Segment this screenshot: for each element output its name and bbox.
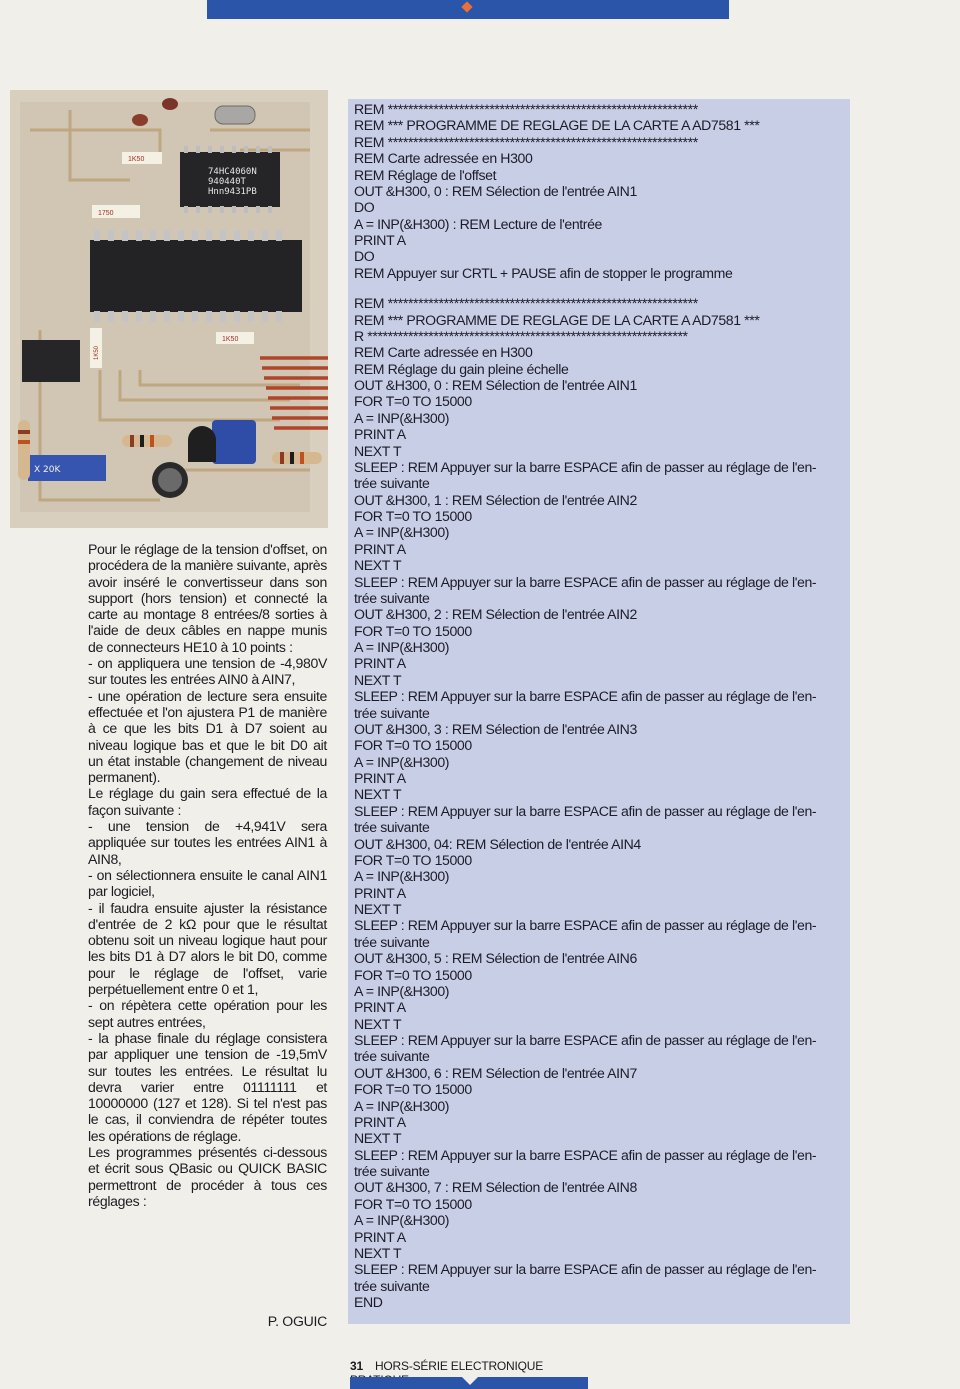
code-line: OUT &H300, 1 : REM Sélection de l'entrée AIN2 xyxy=(354,491,637,508)
code-line: NEXT T xyxy=(354,786,402,803)
code-line: A = INP(&H300) : REM Lecture de l'entrée xyxy=(354,215,602,232)
code-line: REM *** PROGRAMME DE REGLAGE DE LA CARTE A AD7581 *** xyxy=(354,117,760,134)
code-line: R *************************************************************** xyxy=(354,327,688,344)
author-name: P. OGUIC xyxy=(267,1313,327,1329)
code-line: SLEEP : REM Appuyer sur la barre ESPACE afin de passer au réglage de l'en- xyxy=(354,1032,817,1048)
code-line: trée suivante xyxy=(354,704,430,721)
code-line: NEXT T xyxy=(354,557,402,574)
code-line: A = INP(&H300) xyxy=(354,1097,450,1114)
code-line: PRINT A xyxy=(354,884,406,901)
program-gain xyxy=(354,295,848,1310)
resistor-label-2: 1750 xyxy=(98,210,114,217)
code-line: FOR T=0 TO 15000 xyxy=(354,393,472,410)
paragraph: - on appliquera une tension de -4,980V sur toutes les entrées AIN0 à AIN7, xyxy=(88,655,327,688)
code-line: FOR T=0 TO 15000 xyxy=(354,508,472,524)
code-line: A = INP(&H300) xyxy=(354,1212,450,1229)
chip-label-3: Hnn9431PB xyxy=(208,187,257,197)
program-offset xyxy=(354,101,848,281)
code-line: PRINT A xyxy=(354,1228,406,1245)
code-line: REM Carte adressée en H300 xyxy=(354,150,533,167)
resistor-label-3: 1K50 xyxy=(222,336,239,343)
code-line: NEXT T xyxy=(354,1244,402,1261)
code-line: A = INP(&H300) xyxy=(354,409,450,426)
code-line: OUT &H300, 2 : REM Sélection de l'entrée AIN2 xyxy=(354,606,637,623)
code-line: REM ************************************************************* xyxy=(354,295,698,312)
code-line: FOR T=0 TO 15000 xyxy=(354,1195,472,1212)
code-line: OUT &H300, 04: REM Sélection de l'entrée AIN4 xyxy=(354,835,641,852)
paragraph: - une opération de lecture sera ensuite effectuée et l'on ajustera P1 de manière à ce que les bits D1 à D7 soient au niveau logique bas et que le bit D0 ait un état instable (changement de niveau permanent). xyxy=(88,687,327,786)
code-line: NEXT T xyxy=(354,1130,402,1147)
resistor-label-1: 1K50 xyxy=(128,156,145,163)
code-line: SLEEP : REM Appuyer sur la barre ESPACE afin de passer au réglage de l'en- xyxy=(354,917,817,934)
code-line: trée suivante xyxy=(354,1277,430,1294)
code-line: trée suivante xyxy=(354,589,430,606)
code-line: OUT &H300, 0 : REM Sélection de l'entrée AIN1 xyxy=(354,377,637,393)
code-line: END xyxy=(354,1294,383,1310)
code-line: A = INP(&H300) xyxy=(354,639,450,655)
code-line: A = INP(&H300) xyxy=(354,868,450,885)
chip-label-1: 74HC4060N xyxy=(208,167,257,177)
code-line: PRINT A xyxy=(354,426,406,443)
code-line: SLEEP : REM Appuyer sur la barre ESPACE afin de passer au réglage de l'en- xyxy=(354,1146,817,1163)
paragraph: Pour le réglage de la tension d'offset, on procédera de la manière suivante, après avoir inséré le convertisseur dans son support (hors tension) et connecté la carte au montage 8 entrées/8 sorties à l'aide de deux câbles en nappe munis de connecteurs HE10 à 10 points : xyxy=(88,541,327,655)
resistor-label-4: 1K50 xyxy=(94,345,100,360)
code-line: REM *** PROGRAMME DE REGLAGE DE LA CARTE A AD7581 *** xyxy=(354,311,760,328)
code-line: REM ************************************************************* xyxy=(354,133,698,150)
code-line: A = INP(&H300) xyxy=(354,753,450,770)
code-line: FOR T=0 TO 15000 xyxy=(354,1081,472,1098)
page-footer xyxy=(350,1359,588,1376)
code-line: FOR T=0 TO 15000 xyxy=(354,737,472,754)
bottom-notch-icon xyxy=(460,1375,480,1385)
code-line: PRINT A xyxy=(354,232,406,248)
code-line: trée suivante xyxy=(354,933,430,950)
code-line: trée suivante xyxy=(354,1163,430,1179)
code-line: FOR T=0 TO 15000 xyxy=(354,622,472,639)
paragraph: - on répètera cette opération pour les sept autres entrées, xyxy=(88,997,327,1030)
code-line: A = INP(&H300) xyxy=(354,524,450,541)
code-line: trée suivante xyxy=(354,475,430,492)
code-line: OUT &H300, 3 : REM Sélection de l'entrée AIN3 xyxy=(354,720,637,737)
trimmer-label: X 20K xyxy=(34,465,61,475)
code-line: NEXT T xyxy=(354,671,402,688)
code-line: PRINT A xyxy=(354,540,406,557)
code-line: FOR T=0 TO 15000 xyxy=(354,966,472,983)
code-line: OUT &H300, 6 : REM Sélection de l'entrée AIN7 xyxy=(354,1064,637,1081)
code-line: PRINT A xyxy=(354,655,406,672)
page-number: 31 xyxy=(350,1359,363,1373)
code-line: NEXT T xyxy=(354,1015,402,1032)
paragraph: - il faudra ensuite ajuster la résistance d'entrée de 2 kΩ pour que le résultat obtenu soit un niveau logique haut pour les bits D1 à D7 alors le bit D0, comme pour le réglage de l'offset, varie perpétuellement entre 0 et 1, xyxy=(88,899,327,998)
code-line: NEXT T xyxy=(354,442,402,459)
chip-label-2: 940440T xyxy=(208,177,246,187)
code-line: OUT &H300, 7 : REM Sélection de l'entrée AIN8 xyxy=(354,1179,637,1196)
paragraph: - on sélectionnera ensuite le canal AIN1 par logiciel, xyxy=(88,866,327,900)
code-listing xyxy=(354,101,848,1310)
code-line: REM Réglage de l'offset xyxy=(354,166,497,183)
code-line: SLEEP : REM Appuyer sur la barre ESPACE afin de passer au réglage de l'en- xyxy=(354,802,817,819)
paragraph: - une tension de +4,941V sera appliquée sur toutes les entrées AIN1 à AIN8, xyxy=(88,818,327,867)
code-line: REM ************************************************************* xyxy=(354,101,698,117)
code-line: PRINT A xyxy=(354,999,406,1016)
left-column-text xyxy=(88,541,327,1209)
code-line: NEXT T xyxy=(354,901,402,917)
code-line: SLEEP : REM Appuyer sur la barre ESPACE afin de passer au réglage de l'en- xyxy=(354,573,817,590)
code-line: OUT &H300, 5 : REM Sélection de l'entrée AIN6 xyxy=(354,950,637,967)
code-line: REM Réglage du gain pleine échelle xyxy=(354,360,569,377)
program-separator xyxy=(354,281,848,295)
code-line: trée suivante xyxy=(354,819,430,836)
code-line: PRINT A xyxy=(354,1113,406,1130)
publication-name: HORS-SÉRIE ELECTRONIQUE xyxy=(374,1359,544,1373)
code-line: SLEEP : REM Appuyer sur la barre ESPACE afin de passer au réglage de l'en- xyxy=(354,1261,817,1278)
code-line: SLEEP : REM Appuyer sur la barre ESPACE afin de passer au réglage de l'en- xyxy=(354,458,817,475)
circuit-board-illustration xyxy=(10,90,328,528)
code-line: REM Carte adressée en H300 xyxy=(354,344,533,361)
code-line: OUT &H300, 0 : REM Sélection de l'entrée AIN1 xyxy=(354,182,637,199)
code-line: FOR T=0 TO 15000 xyxy=(354,851,472,868)
code-line: A = INP(&H300) xyxy=(354,982,450,999)
code-line: DO xyxy=(354,199,375,216)
paragraph: - la phase finale du réglage consistera par appliquer une tension de -19,5mV sur toutes les entrées. Le résultat lu devra varier entre 01111111 et 10000000 (127 et 128). Si tel n'est pas le cas, il conviendra de répéter toutes les opérations de réglage. xyxy=(88,1029,327,1144)
circuit-board-photo xyxy=(10,90,328,528)
code-line: trée suivante xyxy=(354,1048,430,1065)
paragraph: Les programmes présentés ci-dessous et écrit sous QBasic ou QUICK BASIC permettront de procéder à tous ces réglages : xyxy=(88,1143,327,1209)
code-line: PRINT A xyxy=(354,770,406,786)
code-line: DO xyxy=(354,248,375,265)
code-line: SLEEP : REM Appuyer sur la barre ESPACE afin de passer au réglage de l'en- xyxy=(354,688,817,705)
code-line: REM Appuyer sur CRTL + PAUSE afin de stopper le programme xyxy=(354,264,733,281)
paragraph: Le réglage du gain sera effectué de la façon suivante : xyxy=(88,785,327,818)
